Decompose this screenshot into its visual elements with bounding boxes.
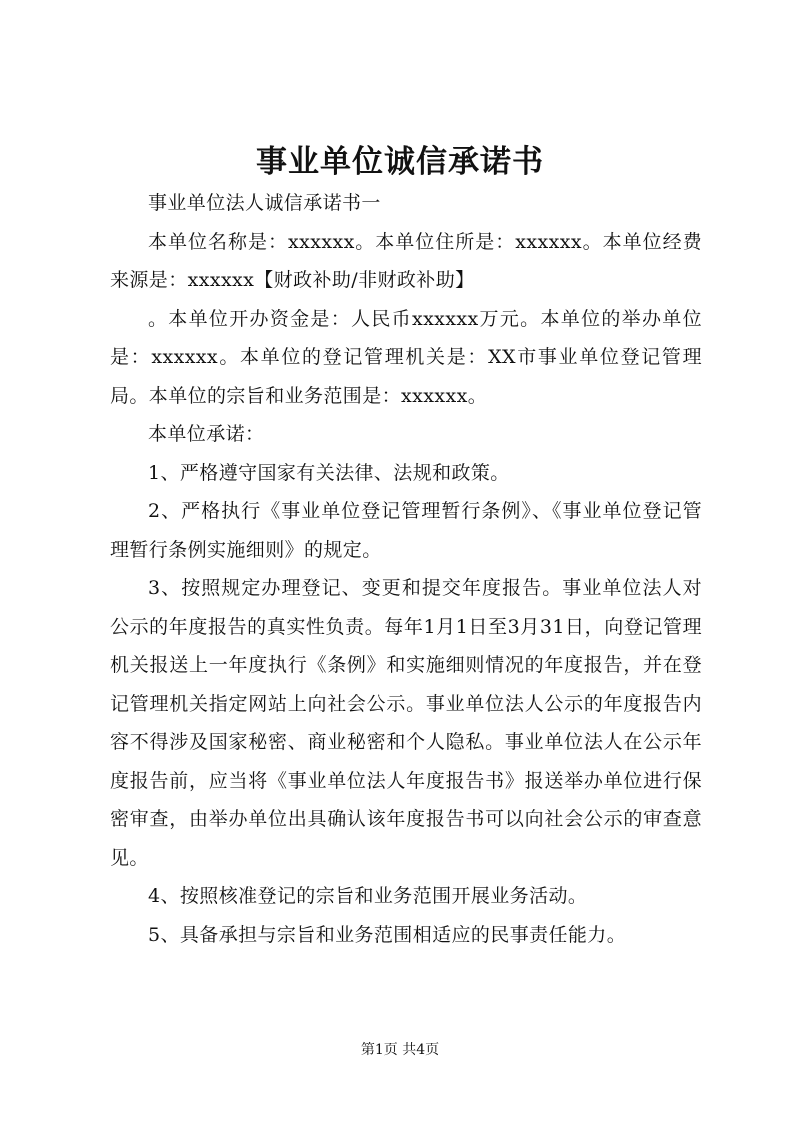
paragraph-item-4: 4、按照核准登记的宗旨和业务范围开展业务活动。	[148, 885, 588, 907]
document-title: 事业单位诚信承诺书	[256, 144, 544, 180]
document-body	[110, 184, 702, 954]
paragraph-item-2: 2、严格执行《事业单位登记管理暂行条例》、《事业单位登记管理暂行条例实施细则》的规定。	[110, 500, 702, 561]
paragraph-unit-name: 本单位名称是：xxxxxx。本单位住所是：xxxxxx。本单位经费来源是：xxxxxx【财政补助/非财政补助】	[110, 230, 702, 291]
paragraph-subtitle: 事业单位法人诚信承诺书一	[148, 192, 381, 214]
page-number-footer: 第1页 共4页	[360, 1042, 440, 1058]
paragraph-commitment-heading: 本单位承诺：	[148, 423, 265, 445]
paragraph-item-3: 3、按照规定办理登记、变更和提交年度报告。事业单位法人对公示的年度报告的真实性负责。每年1月1日至3月31日，向登记管理机关报送上一年度执行《条例》和实施细则情况的年度报告，并在登记管理机关指定网站上向社会公示。事业单位法人公示的年度报告内容不得涉及国家秘密、商业秘密和个人隐私。事业单位法人在公示年度报告前，应当将《事业单位法人年度报告书》报送举办单位进行保密审查，由举办单位出具确认该年度报告书可以向社会公示的审查意见。	[110, 577, 702, 869]
paragraph-unit-funding: 。本单位开办资金是：人民币xxxxxx万元。本单位的举办单位是：xxxxxx。本单位的登记管理机关是：XX市事业单位登记管理局。本单位的宗旨和业务范围是：xxxxxx。	[110, 307, 702, 407]
paragraph-item-5: 5、具备承担与宗旨和业务范围相适应的民事责任能力。	[148, 923, 627, 946]
paragraph-item-1: 1、严格遵守国家有关法律、法规和政策。	[148, 461, 510, 484]
